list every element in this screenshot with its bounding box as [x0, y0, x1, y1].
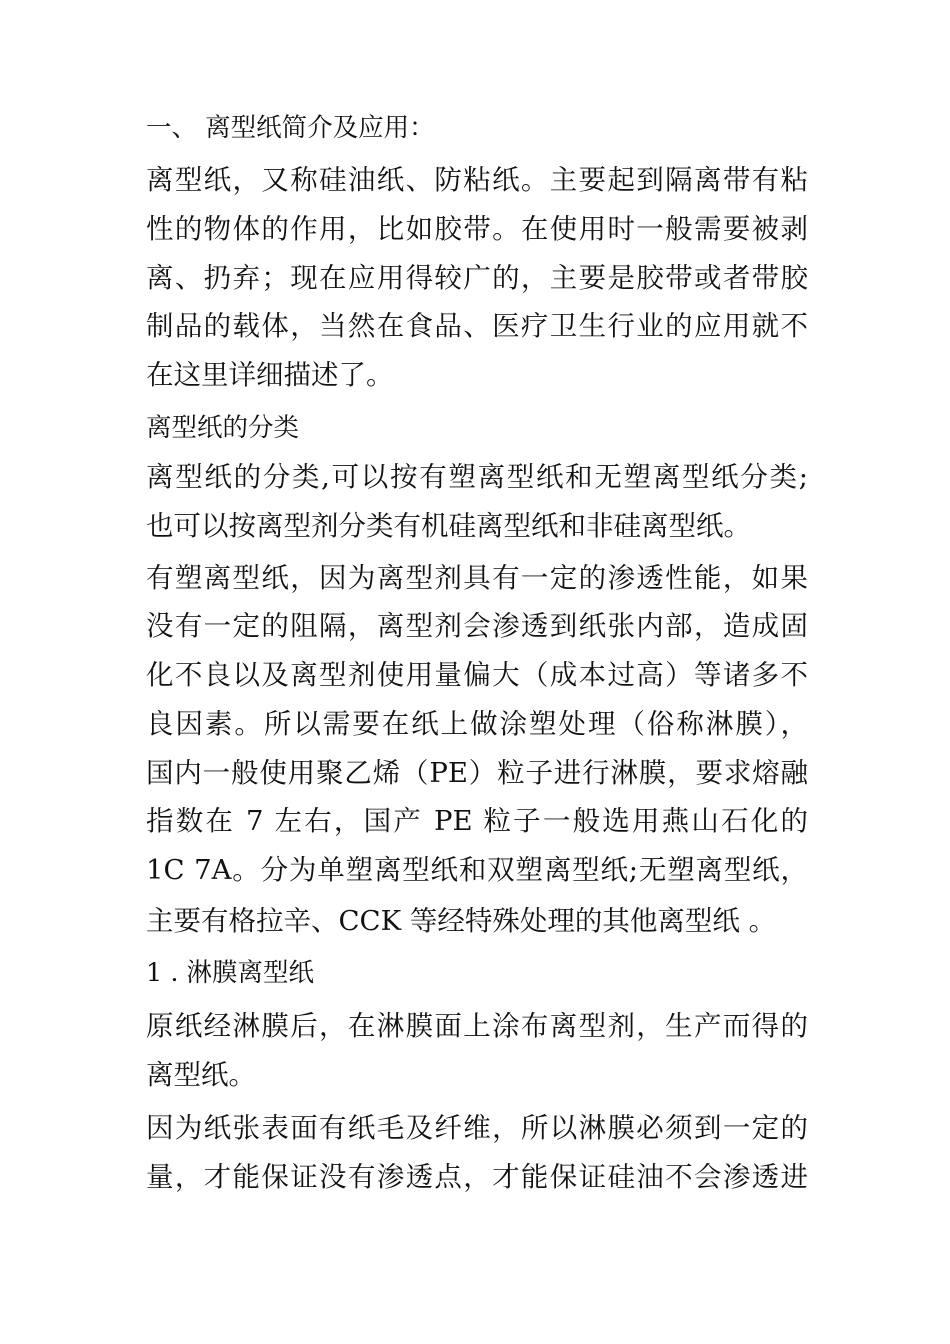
- paragraph-line: 没有一定的阻隔，离型剂会渗透到纸张内部，造成固: [146, 610, 808, 642]
- paragraph-line: 离型纸。: [146, 1059, 256, 1091]
- paragraph-line: 国内一般使用聚乙烯（PE）粒子进行淋膜，要求熔融: [146, 757, 808, 789]
- section-heading: 1 . 淋膜离型纸: [146, 958, 315, 988]
- paragraph-line: 主要有格拉辛、CCK 等经特殊处理的其他离型纸 。: [146, 905, 777, 937]
- paragraph-line: 制品的载体，当然在食品、医疗卫生行业的应用就不: [146, 310, 808, 342]
- section-heading: 离型纸的分类: [146, 413, 300, 443]
- paragraph-line: 良因素。所以需要在纸上做涂塑处理（俗称淋膜），: [146, 708, 808, 740]
- paragraph-line: 也可以按离型剂分类有机硅离型纸和非硅离型纸。: [146, 510, 751, 542]
- paragraph-line: 性的物体的作用，比如胶带。在使用时一般需要被剥: [146, 213, 808, 245]
- paragraph-line: 指数在 7 左右，国产 PE 粒子一般选用燕山石化的: [146, 805, 808, 837]
- paragraph-line: 1C 7A。分为单塑离型纸和双塑离型纸;无塑离型纸，: [146, 854, 808, 886]
- paragraph-line: 离型纸的分类,可以按有塑离型纸和无塑离型纸分类;: [146, 461, 808, 493]
- paragraph-line: 离、扔弃；现在应用得较广的，主要是胶带或者带胶: [146, 262, 808, 294]
- paragraph-line: 化不良以及离型剂使用量偏大（成本过高）等诸多不: [146, 659, 808, 691]
- paragraph-line: 在这里详细描述了。: [146, 359, 394, 391]
- paragraph-line: 量，才能保证没有渗透点，才能保证硅油不会渗透进: [146, 1161, 808, 1193]
- paragraph-line: 离型纸，又称硅油纸、防粘纸。主要起到隔离带有粘: [146, 164, 808, 196]
- section-heading: 一、 离型纸简介及应用：: [146, 113, 435, 143]
- paragraph-line: 原纸经淋膜后，在淋膜面上涂布离型剂，生产而得的: [146, 1010, 808, 1042]
- paragraph-line: 有塑离型纸，因为离型剂具有一定的渗透性能，如果: [146, 562, 808, 594]
- paragraph-line: 因为纸张表面有纸毛及纤维，所以淋膜必须到一定的: [146, 1112, 808, 1144]
